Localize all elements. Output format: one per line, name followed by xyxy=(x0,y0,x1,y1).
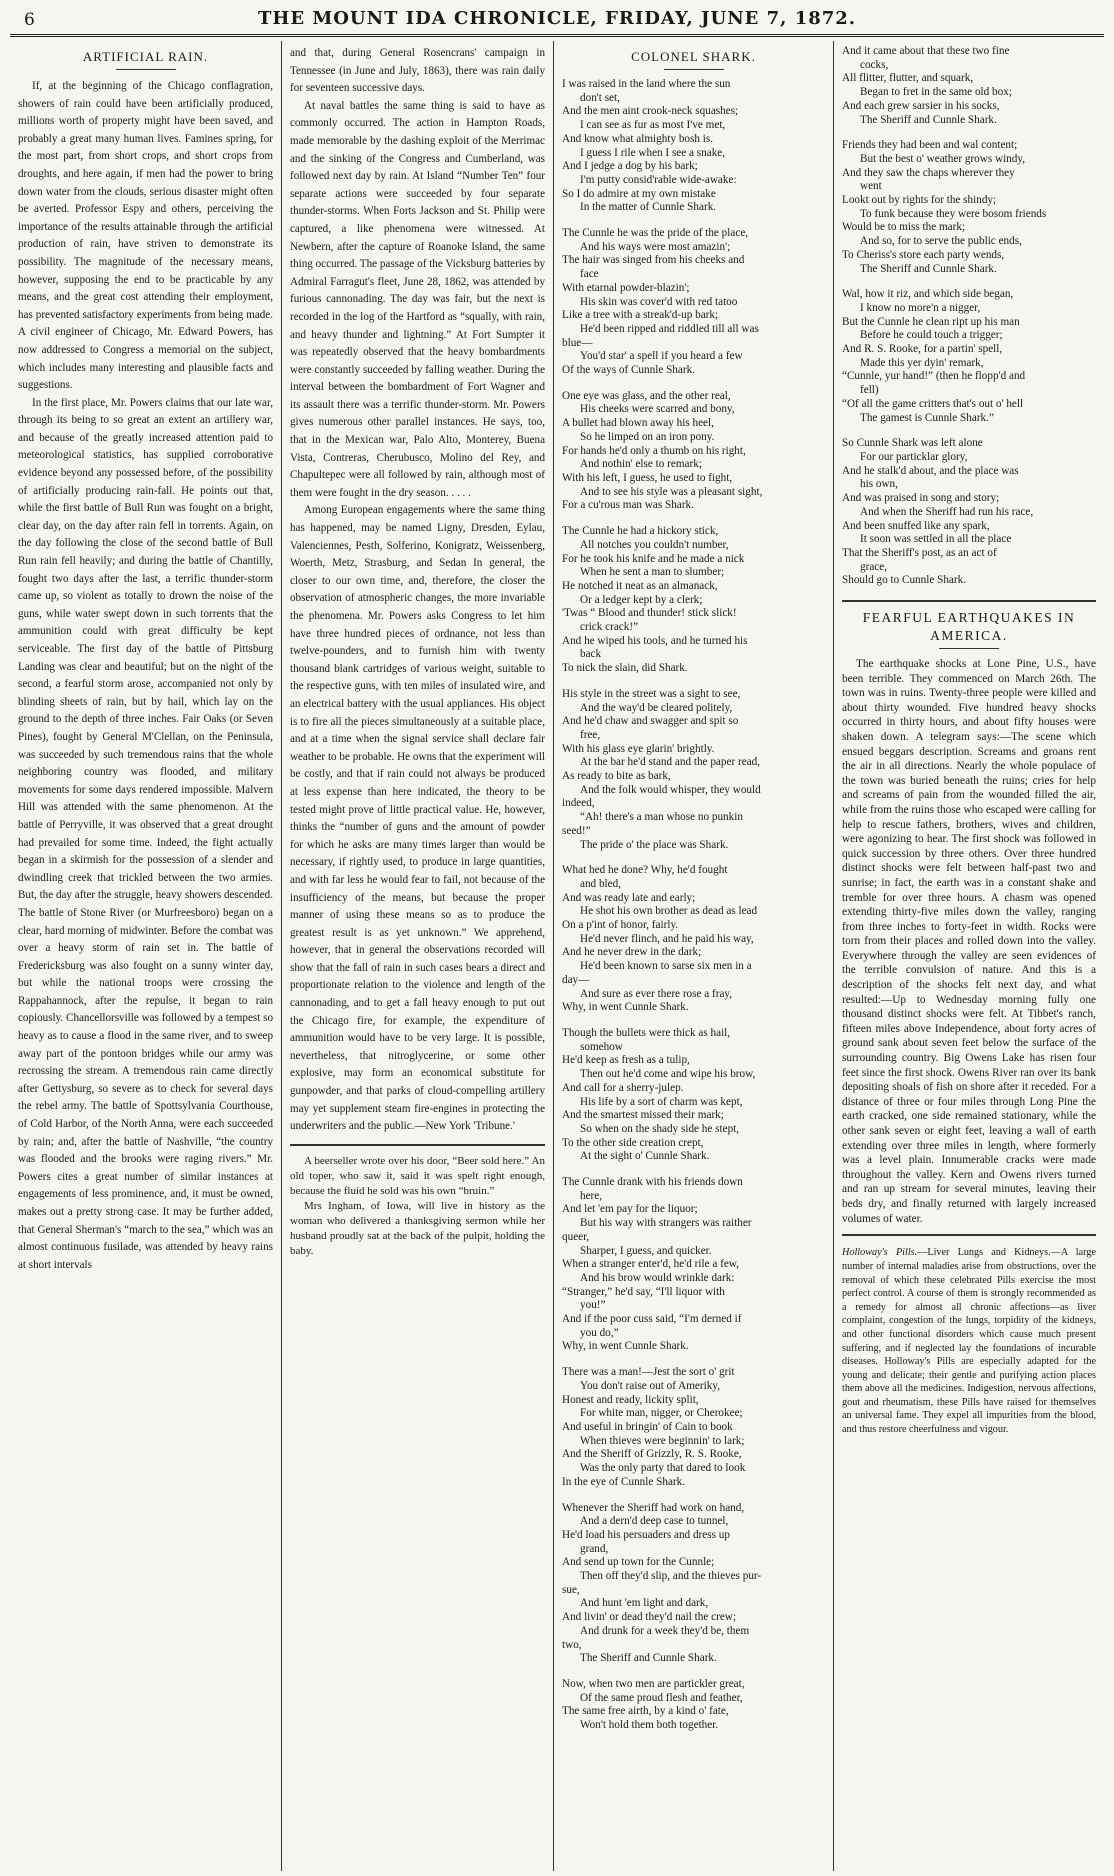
poem-line: “Ah! there's a man whose no punkin xyxy=(580,811,743,824)
poem-line: For white man, nigger, or Cherokee; xyxy=(580,1407,743,1420)
poem-line: Lookt out by rights for the shindy; xyxy=(842,194,997,207)
poem-line: here, xyxy=(580,1189,603,1202)
article-heading-earthquakes-sub: AMERICA. xyxy=(930,628,1008,644)
poem-stanza xyxy=(562,688,825,852)
poem-line: One eye was glass, and the other real, xyxy=(562,389,731,402)
poem-line: back xyxy=(580,648,602,661)
poem-line: I was raised in the land where the sun xyxy=(562,78,731,90)
poem-line: At the bar he'd stand and the paper read, xyxy=(580,756,761,769)
poem-line: Should go to Cunnle Shark. xyxy=(842,574,966,587)
poem-line: I'm putty consid'rable wide-awake: xyxy=(580,173,737,186)
poem-line: To the other side creation crept, xyxy=(562,1136,704,1149)
poem-line: The pride o' the place was Shark. xyxy=(580,838,729,851)
poem-line: sue, xyxy=(562,1583,580,1596)
poem-line: Sharper, I guess, and quicker. xyxy=(580,1244,712,1257)
poem-line: Before he could touch a trigger; xyxy=(860,329,1003,342)
poem-line: The Sheriff and Cunnle Shark. xyxy=(580,1652,717,1665)
poem-stanza xyxy=(562,78,825,215)
heading-rule xyxy=(664,69,724,70)
poem-stanza xyxy=(842,139,1096,276)
poem-line: So I do admire at my own mistake xyxy=(562,187,716,200)
ad-lead: Holloway's Pills. xyxy=(842,1247,918,1259)
poem-line: His skin was cover'd with red tatoo xyxy=(580,295,738,308)
poem-stanza xyxy=(562,1027,825,1164)
article-paragraph: If, at the beginning of the Chicago conflagration, showers of rain could have been artificially produced, millions worth of property might have been saved, and probably a great many human lives. Famines spring, for the most part, from short crops, and short crops from droughts, and here again, if men had the power to bring down water from the clouds, serious disaster might often be averted. Professor Espy and others, perceiving the importance of the results attainable through the artificial production of rain, have striven to demonstrate its possibility. The magnitude of the necessary means, however, supposing the end to be practicable by any means, and the great cost attending their employment, has prevented satisfactory experiments from being made. A civil engineer of Chicago, Mr. Edward Powers, has now addressed to Congress a memorial on the subject, which includes many interesting and plausible facts and suggestions. xyxy=(18,80,273,392)
column-divider xyxy=(290,1144,545,1146)
poem-line: And it came about that these two fine xyxy=(842,45,1010,57)
poem-line: And was praised in song and story; xyxy=(842,492,1000,505)
poem-line: And I jedge a dog by his bark; xyxy=(562,160,698,173)
poem-line: Of the ways of Cunnle Shark. xyxy=(562,364,695,377)
poem-line: In the eye of Cunnle Shark. xyxy=(562,1475,686,1488)
poem-line: He notched it neat as an almanack, xyxy=(562,579,718,592)
poem-line: And the folk would whisper, they would xyxy=(580,783,761,796)
poem-line: Though the bullets were thick as hail, xyxy=(562,1027,731,1039)
column-4 xyxy=(834,41,1104,1871)
poem-line: So when on the shady side he stept, xyxy=(580,1122,740,1135)
poem-line: Honest and ready, lickity split, xyxy=(562,1393,699,1406)
poem-line: Whenever the Sheriff had work on hand, xyxy=(562,1501,745,1514)
heading-rule xyxy=(116,69,176,70)
poem-line: His style in the street was a sight to see, xyxy=(562,687,741,700)
poem-line: and bled, xyxy=(580,877,622,890)
poem-line: And a dern'd deep case to tunnel, xyxy=(580,1515,729,1528)
article-heading-earthquakes: FEARFUL EARTHQUAKES IN xyxy=(862,610,1076,626)
poem-line: In the matter of Cunnle Shark. xyxy=(580,201,717,214)
poem-line: And hunt 'em light and dark, xyxy=(580,1597,709,1610)
poem-line: The Cunnle drank with his friends down xyxy=(562,1176,743,1189)
poem-line: grand, xyxy=(580,1542,609,1555)
poem-line: And drunk for a week they'd be, them xyxy=(580,1624,750,1637)
poem-line: And let 'em pay for the liquor; xyxy=(562,1203,698,1216)
poem-line: Now, when two men are partickler great, xyxy=(562,1677,745,1690)
poem-line: He'd never flinch, and he paid his way, xyxy=(580,932,754,945)
poem-line: “Stranger,” he'd say, “I'll liquor with xyxy=(562,1285,725,1298)
poem-line: And been snuffed like any spark, xyxy=(842,519,990,532)
poem-line: The same free airth, by a kind o' fate, xyxy=(562,1705,729,1718)
heading-rule xyxy=(939,648,999,649)
poem-line: somehow xyxy=(580,1040,623,1053)
poem-line: “Of all the game critters that's out o' hell xyxy=(842,397,1024,410)
poem-line: And send up town for the Cunnle; xyxy=(562,1556,715,1569)
poem-line: When a stranger enter'd, he'd rile a few, xyxy=(562,1258,739,1271)
poem-line: The hair was singed from his cheeks and xyxy=(562,254,745,267)
article-paragraph: Among European engagements where the same thing has happened, may be named Ligny, Dresden, Eylau, Valenciennes, Pesth, Solferino, Konigratz, Weissenberg, Woerth, Metz, Strasburg, and Sedan In general, the closer to our own time, and, therefore, the closer the observation of atmospheric changes, the more invariable the phenomena. Mr. Powers asks Congress to let him have three hundred pieces of ordnance, not less than twelve-pounders, and to furnish him with twenty thousand blank cartridges of various weight, suitable to the respective guns, with ten miles of insulated wire, and an electrical battery with the usual appliances. His object is to fire all the pieces simultaneously at a suitable place, and at a time when the signal service shall declare fair weather to be probable. He owns that the experiment will be costly, and that if rain could not always be produced at less expense than here indicated, the theory to be tested might prove of little practical value. He, however, thinks the “number of guns and the amount of powder for which he asks are many times larger than would be necessary, if rightly used, to produce in large quantities, and with far less he would fear to fail, not because of the insufficiency of the means, but because the proper manner of using these means so as to produce the greatest result is as yet unknown.” We apprehend, however, that in general the observations recorded will show that the fall of rain in such cases bears a direct and proportionate relation to the violence and length of the cannonading, and to get a fall heavy enough to put out the Chicago fire, for example, the expenditure of ammunition would have to be very large. It is possible, nevertheless, that nitroglycerine, or some other explosive, may form an economical substitute for gunpowder, and that parks of cloud-compelling artillery may yet supplement steam fire-engines in protecting the underwriters and the public.—New York 'Tribune.' xyxy=(290,504,545,1133)
poem-stanza xyxy=(562,1176,825,1354)
poem-line: The gamest is Cunnle Shark.” xyxy=(860,411,994,424)
column-divider xyxy=(842,1234,1096,1236)
poem-line: cocks, xyxy=(860,58,889,71)
poem-line: There was a man!—Jest the sort o' grit xyxy=(562,1366,735,1379)
poem-line: At the sight o' Cunnle Shark. xyxy=(580,1150,710,1163)
poem-line: And when the Sheriff had run his race, xyxy=(860,505,1034,518)
article-heading-artificial-rain: ARTIFICIAL RAIN. xyxy=(82,49,209,64)
poem-line: And call for a sherry-julep. xyxy=(562,1081,684,1094)
poem-line: you!” xyxy=(580,1299,606,1312)
poem-line: To nick the slain, did Shark. xyxy=(562,662,688,675)
poem-title-colonel-shark: COLONEL SHARK. xyxy=(631,49,756,64)
article-paragraph: At naval battles the same thing is said to have as commonly occurred. The action in Hampton Roads, made memorable by the dashing exploit of the Merrimac and the sinking of the Congress and Cumberland, was followed next day by rain. At Island “Number Ten” four separate actions were succeeded by four separate thunder-storms. When Forts Jackson and St. Philip were captured, a like phenomena were witnessed. At Newbern, after the capture of Roanoke Island, the same thing occurred. The passage of the Vicksburg batteries by Admiral Farragut's fleet, June 28, 1862, was attended by furious cannonading. The day was fair, but the next is recorded in the log of the Hartford as “squally, with rain, and heavy thunder and lightning.” At Fort Sumpter it was repeatedly observed that the heavy bombardments were constantly succeeded by falling weather. During the interval between the bombardment of Fort Wagner and its assault there was a terrific thunder-storm. Mr. Powers gives numerous other parallel instances. He says, too, that in the Mexican war, Palo Alto, Monterey, Buena Vista, Contreras, Cherubusco, Molino del Rey, and Chapultepec were all followed by rain, although most of them were fought in the dry season. . . . . xyxy=(290,99,545,499)
poem-line: went xyxy=(860,180,882,193)
poem-stanza xyxy=(562,1366,825,1489)
poem-line: As ready to bite as bark, xyxy=(562,770,671,783)
poem-line: Like a tree with a streak'd-up bark; xyxy=(562,309,719,322)
poem-line: And he wiped his tools, and he turned his xyxy=(562,634,748,647)
poem-line: And livin' or dead they'd nail the crew; xyxy=(562,1611,736,1624)
poem-line: His cheeks were scarred and bony, xyxy=(580,403,735,416)
newspaper-title: THE MOUNT IDA CHRONICLE, FRIDAY, JUNE 7, 1872. xyxy=(257,8,857,29)
anecdote-mrs-ingham: Mrs Ingham, of Iowa, will live in history as the woman who delivered a thanksgiving sermon while her husband proudly sat at the back of the pulpit, holding the baby. xyxy=(290,1199,545,1257)
earthquake-article-text: The earthquake shocks at Lone Pine, U.S., have been terrible. They commenced on March 26th. The town was in ruins. Twenty-three people were killed and about thirty wounded. Five hundred heavy shocks occurred in thirty hours, and about fifty houses were shaken down. A telegram says:—The scene which ensued beggars description. Screams and groans rent the air in all directions. Nearly the whole populace of the town was buried beneath the ruins; cries for help and screams of pain from the wounded filled the air, while from the ruins those who escaped were calling for help to rescue fathers, brothers, wives and children, were agonizing to hear. The first shock was followed in quick succession by three others. Over three hundred distinct shocks were felt between half-past two and sunrise; in fact, the earth was in a constant shake and tremble for over three hours. A chasm was opened extending thirty-five miles down the valley, ranging from three inches to forty-feet in width. Rocks were torn from their places and rolled down into the valley. Everywhere through the valley are seen evidences of the terrible convulsion of nature. And this is a description of the shocks felt next day, and what resulted:—Up to Wednesday morning fully one thousand distinct shocks were felt. At Tibbet's ranch, fifteen miles above Independence, about forty acres of ground sank about seven feet below the surface of the surrounding country. Big Owens Lake has risen four feet since the first shock. Owens River ran over its bank depositing shoals of fish on shore after it receded. For a distance of three or four miles through Long Pine the earth cracked, one side remained stationary, while the other sank seven or eight feet, leaving a wall of earth extending over three miles in length, where formerly was a level plain. Innumerable cracks were made throughout the valley. Kern and Owens rivers turned and ran up stream for several minutes, leaving their beds dry, and finally returned with largely increased volumes of water. xyxy=(842,658,1096,1225)
poem-line: Made this yer dyin' remark, xyxy=(860,356,984,369)
poem-line: So Cunnle Shark was left alone xyxy=(842,437,983,450)
poem-stanza xyxy=(842,45,1096,127)
poem-line: indeed, xyxy=(562,797,595,810)
poem-line: crick crack!” xyxy=(580,621,639,634)
poem-line: The Sheriff and Cunnle Shark. xyxy=(860,262,997,275)
poem-line: Began to fret in the same old box; xyxy=(860,86,1012,99)
poem-stanza xyxy=(562,1502,825,1666)
poem-line: I know no more'n a nigger, xyxy=(860,301,981,314)
poem-line: But his way with strangers was raither xyxy=(580,1217,752,1230)
poem-line: And his brow would wrinkle dark: xyxy=(580,1271,735,1284)
poem-line: And to see his style was a pleasant sight, xyxy=(580,485,763,498)
poem-line: You'd star' a spell if you heard a few xyxy=(580,350,743,363)
poem-line: On a p'int of honor, fairly. xyxy=(562,919,679,932)
poem-stanza xyxy=(562,525,825,676)
poem-line: With etarnal powder-blazin'; xyxy=(562,281,690,294)
poem-line: Or a ledger kept by a clerk; xyxy=(580,593,703,606)
poem-line: I guess I rile when I see a snake, xyxy=(580,146,726,159)
poem-line: But the best o' weather grows windy, xyxy=(860,152,1026,165)
poem-stanza xyxy=(562,390,825,513)
poem-line: And R. S. Rooke, for a partin' spell, xyxy=(842,343,1003,356)
poem-line: And they saw the chaps wherever they xyxy=(842,166,1015,179)
column-divider xyxy=(842,600,1096,602)
poem-line: And nothin' else to remark; xyxy=(580,458,702,471)
poem-line: What hed he done? Why, he'd fought xyxy=(562,864,728,877)
poem-line: His life by a sort of charm was kept, xyxy=(580,1095,743,1108)
poem-line: And sure as ever there rose a fray, xyxy=(580,987,733,1000)
poem-line: He'd been ripped and riddled till all was xyxy=(580,322,759,335)
poem-line: And so, for to serve the public ends, xyxy=(860,235,1022,248)
poem-line: face xyxy=(580,268,599,281)
article-paragraph: and that, during General Rosencrans' campaign in Tennessee (in June and July, 1863), there was rain daily for seventeen successive days. xyxy=(290,47,545,95)
poem-line: Why, in went Cunnle Shark. xyxy=(562,1340,689,1353)
anecdote-beerseller: A beerseller wrote over his door, “Beer sold here.” An old toper, who saw it, said it was spelt right enough, because the fluid he sold was his own “bruin.” xyxy=(290,1154,545,1197)
poem-stanza xyxy=(842,437,1096,588)
poem-line: Won't hold them both together. xyxy=(580,1719,719,1732)
poem-line: And he'd chaw and swagger and spit so xyxy=(562,715,739,728)
column-1 xyxy=(10,41,282,1871)
poem-line: Was the only party that dared to look xyxy=(580,1462,746,1475)
poem-line: And each grew sarsier in his socks, xyxy=(842,99,1000,112)
poem-line: “Cunnle, yur hand!” (then he flopp'd and xyxy=(842,370,1026,383)
poem-line: queer, xyxy=(562,1230,590,1243)
poem-line: For a cu'rous man was Shark. xyxy=(562,499,694,512)
poem-continued xyxy=(842,45,1096,588)
poem-line: Wal, how it riz, and which side began, xyxy=(842,288,1014,301)
poem-line: I can see as fur as most I've met, xyxy=(580,119,726,132)
poem-line: you do,” xyxy=(580,1326,619,1339)
poem-line: Friends they had been and wal content; xyxy=(842,139,1018,152)
poem-line: And useful in bringin' of Cain to book xyxy=(562,1420,733,1433)
poem-line: The Cunnle he was the pride of the place, xyxy=(562,227,749,240)
columns xyxy=(10,41,1104,1871)
ad-text: —Liver Lungs and Kidneys.—A large number of internal maladies arise from obstructions, over the removal of which these celebrated Pills exercise the most perfect control. A course of them is strongly recommended as a remedy for almost all chronic affections—as liver complaint, congestion of the lungs, torpidity of the kidneys, and other functional disorders which cause much present suffering, and if neglected lay the foundations of incurable diseases. Holloway's Pills are especially adapted for the young and delicate; their gentle and purifying action places them above all the medicines. Indigestion, nervous affections, gout and rheumatism, these Pills have raised for themselves an universal fame. They expel all impurities from the blood, and thus restore cheerfulness and vigour. xyxy=(842,1247,1096,1436)
poem-line: The Cunnle he had a hickory stick, xyxy=(562,525,719,538)
poem-line: two, xyxy=(562,1638,582,1651)
poem-line: It soon was settled in all the place xyxy=(860,533,1012,546)
poem-line: And he never drew in the dark; xyxy=(562,946,702,959)
poem-line: All notches you couldn't number, xyxy=(580,538,729,551)
poem-line: And he stalk'd about, and the place was xyxy=(842,464,1019,477)
poem-line: The Sheriff and Cunnle Shark. xyxy=(860,113,997,126)
poem-line: To funk because they were bosom friends xyxy=(860,207,1047,220)
poem-line: Then off they'd slip, and the thieves pur- xyxy=(580,1570,762,1583)
poem-line: day— xyxy=(562,973,590,986)
poem-line: Would be to miss the mark; xyxy=(842,221,966,234)
poem-line: With his left, I guess, he used to fight, xyxy=(562,471,733,484)
poem-line: He shot his own brother as dead as lead xyxy=(580,905,758,918)
poem-line: Then out he'd come and wipe his brow, xyxy=(580,1068,756,1081)
poem-line: Why, in went Cunnle Shark. xyxy=(562,1001,689,1014)
poem-line: He'd load his persuaders and dress up xyxy=(562,1528,730,1541)
poem-line: And the smartest missed their mark; xyxy=(562,1109,724,1122)
poem-line: To Cheriss's store each party wends, xyxy=(842,248,1005,261)
poem-stanza xyxy=(562,864,825,1015)
poem-line: All flitter, flutter, and squark, xyxy=(842,72,974,85)
poem-line: And the way'd be cleared politely, xyxy=(580,701,733,714)
poem-line: blue— xyxy=(562,336,593,349)
masthead xyxy=(10,6,1104,37)
poem-line: And the men aint crook-neck squashes; xyxy=(562,105,739,118)
poem-stanza xyxy=(562,227,825,378)
poem-line: You don't raise out of Ameriky, xyxy=(580,1379,720,1392)
poem-line: For our particklar glory, xyxy=(860,450,968,463)
poem-colonel-shark xyxy=(562,78,825,1733)
column-2 xyxy=(282,41,554,1871)
poem-line: But the Cunnle he clean ript up his man xyxy=(842,315,1020,328)
poem-line: That the Sheriff's post, as an act of xyxy=(842,546,997,559)
poem-line: He'd been known to sarse six men in a xyxy=(580,960,752,973)
column-3 xyxy=(554,41,834,1871)
poem-line: Of the same proud flesh and feather, xyxy=(580,1691,743,1704)
poem-line: And was ready late and early; xyxy=(562,891,696,904)
poem-line: And know what almighty bosh is. xyxy=(562,132,714,145)
poem-line: his own, xyxy=(860,478,898,491)
poem-line: When thieves were beginnin' to lark; xyxy=(580,1434,745,1447)
poem-line: And his ways were most amazin'; xyxy=(580,240,731,253)
poem-line: So he limped on an iron pony. xyxy=(580,430,715,443)
poem-stanza xyxy=(842,288,1096,425)
poem-line: A bullet had blown away his heel, xyxy=(562,417,714,430)
article-paragraph: In the first place, Mr. Powers claims that our late war, through its being to so great an extent an artillery war, and because of the greatly increased attention paid to meteorological statistics, has supplied corroborative evidence beyond any possessed before, of the possibility of artificially producing rain-fall. He points out that, while the first battle of Bull Run was fought on a bright, clear day, on the day after rain fell in torrents. Again, on the day following the close of the second battle of Bull Run rain fell heavily; and during the battle of Chantilly, fought two days after the last, a terrific thunder-storm came up, so violent as totally to drown the noise of the guns, while water swept down in such torrents that the ammunition could with great difficulty be kept serviceable. The first day of the battle of Pittsburg Landing was clear and beautiful; but on the night of the second, a fearful storm arose, accompanied not only by blinding sheets of rain, but by hail, which lay on the ground to the depth of three inches. Fair Oaks (or Seven Pines), fought by General M'Clellan, on the Peninsula, was succeeded by such tremendous rains that the whole neighboring country was flooded, and military movements for some days rendered impossible. Malvern Hill was attended with the same phenomenon. At the battle of Perryville, it was observed that a great drought had prevailed for some time. Indeed, the fight actually began in a skirmish for the possession of a slender and dwindling creek that trickled between the two armies. But, the day after the struggle, heavy showers descended. The battle of Stone River (or Murfreesboro) began on a clear, hard morning of midwinter. Before the combat was over a heavy storm of rain set in. The battle of Fredericksburg was also fought on a sunny winter day, but while the national troops were crossing the Rappahannock, after the repulse, it began to rain copiously. Chancellorsville was followed by a tempest so heavy as to cause a flood in the same river, and to sweep away part of the pontoon bridges while our army was recrossing the stream. A tremendous rain came directly after Gettysburg, so severe as to check for several days the rebel army. The battle of Spottsylvania Courthouse, of Cold Harbor, of the North Anna, were each succeeded by rain; and, after the battle of Nashville, “the country was flooded and the brooks were raging rivers.” Mr. Powers cites a great number of similar instances at engagements of less prominence, and, it must be owned, makes out a pretty strong case. It may be further added, that General Sherman's “march to the sea,” which was an almost continuous fusilade, was attended by heavy rains at short intervals xyxy=(18,396,273,1271)
poem-line: free, xyxy=(580,728,601,741)
page-number: 6 xyxy=(24,10,35,30)
poem-line: For hands he'd only a thumb on his right, xyxy=(562,444,746,457)
poem-line: For he took his knife and he made a nick xyxy=(562,552,745,565)
poem-line: fell) xyxy=(860,384,879,397)
poem-line: seed!” xyxy=(562,824,591,837)
poem-line: grace, xyxy=(860,560,888,573)
poem-line: don't set, xyxy=(580,91,620,104)
poem-line: When he sent a man to slumber; xyxy=(580,566,725,579)
poem-line: And if the poor cuss said, “I'm derned if xyxy=(562,1313,742,1326)
poem-line: 'Twas “ Blood and thunder! stick slick! xyxy=(562,607,737,620)
poem-line: And the Sheriff of Grizzly, R. S. Rooke, xyxy=(562,1448,742,1461)
poem-line: With his glass eye glarin' brightly. xyxy=(562,742,715,755)
holloways-pills-ad xyxy=(842,1246,1096,1436)
poem-stanza xyxy=(562,1678,825,1733)
poem-line: He'd keep as fresh as a tulip, xyxy=(562,1054,690,1067)
